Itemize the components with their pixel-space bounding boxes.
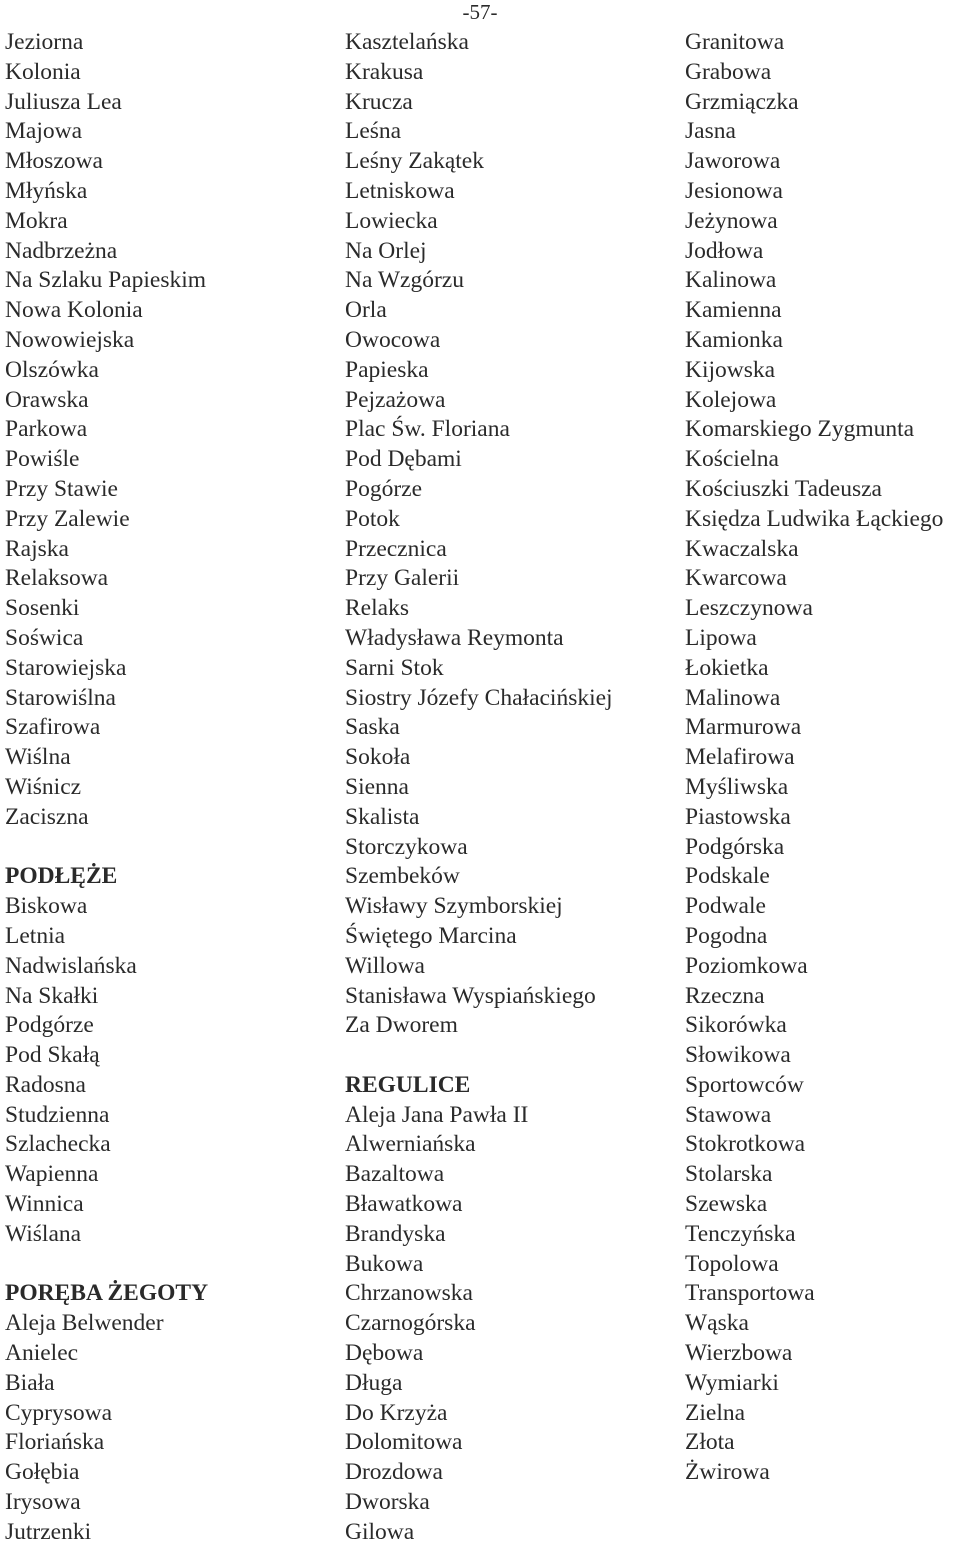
street-name: Na Szlaku Papieskim [5, 267, 207, 294]
street-name: Krakusa [345, 58, 424, 85]
street-name: Biskowa [5, 893, 88, 920]
blank-line [5, 833, 208, 863]
street-name: Storczykowa [345, 833, 468, 860]
street-name: Rajska [5, 535, 69, 562]
street-list-column-1 [5, 28, 208, 1548]
street-name: Podskale [685, 863, 770, 890]
street-name: Owocowa [345, 326, 441, 353]
street-list-column-3 [685, 28, 943, 1488]
street-name: Przy Zalewie [5, 505, 130, 532]
street-name: Pod Dębami [345, 446, 462, 473]
street-name: Papieska [345, 356, 429, 383]
street-name: Szewska [685, 1191, 768, 1218]
street-name: Juliusza Lea [5, 88, 122, 115]
street-name: Na Wzgórzu [345, 267, 464, 294]
locality-heading: PODŁĘŻE [5, 863, 118, 890]
street-name: Bławatkowa [345, 1191, 463, 1218]
street-name: Sosenki [5, 595, 80, 622]
street-name: Kolonia [5, 58, 81, 85]
street-name: Biała [5, 1369, 55, 1396]
street-name: Stanisława Wyspiańskiego [345, 982, 596, 1009]
street-name: Komarskiego Zygmunta [685, 416, 915, 443]
street-name: Granitowa [685, 29, 785, 55]
street-name: Bazaltowa [345, 1161, 445, 1188]
street-name: Wierzbowa [685, 1340, 793, 1367]
street-name: Drozdowa [345, 1459, 443, 1486]
street-name: Leszczynowa [685, 595, 813, 622]
street-name: Starowiślna [5, 684, 116, 711]
street-name: Kościelna [685, 446, 779, 473]
blank-line [5, 1250, 208, 1280]
street-name: Podgórska [685, 833, 785, 860]
street-name: Nadwislańska [5, 952, 137, 979]
street-name: Cyprysowa [5, 1399, 113, 1426]
street-name: Kasztelańska [345, 29, 469, 55]
street-name: Kwaczalska [685, 535, 799, 562]
street-name: Księdza Ludwika Łąckiego [685, 505, 944, 532]
locality-heading: PORĘBA ŻEGOTY [5, 1280, 209, 1307]
street-name: Tenczyńska [685, 1220, 796, 1247]
street-name: Wiślna [5, 744, 71, 771]
street-name: Stolarska [685, 1161, 773, 1188]
street-name: Jeżynowa [685, 207, 778, 234]
street-name: Kolejowa [685, 386, 777, 413]
street-name: Wiśnicz [5, 773, 82, 800]
street-name: Szembeków [345, 863, 460, 890]
street-name: Szlachecka [5, 1131, 111, 1158]
street-name: Relaksowa [5, 565, 109, 592]
street-name: Studzienna [5, 1101, 110, 1128]
street-name: Chrzanowska [345, 1280, 473, 1307]
street-name: Złota [685, 1429, 735, 1456]
street-name: Przecznica [345, 535, 447, 562]
street-name: Anielec [5, 1340, 79, 1367]
street-name: Na Orlej [345, 237, 427, 264]
street-name: Leśny Zakątek [345, 148, 484, 175]
street-name: Jodłowa [685, 237, 764, 264]
street-name: Podgórze [5, 1012, 94, 1039]
street-name: Gołębia [5, 1459, 80, 1486]
street-name: Jeziorna [5, 29, 84, 55]
street-name: Podwale [685, 893, 766, 920]
street-name: Młyńska [5, 177, 88, 204]
street-name: Sarni Stok [345, 654, 444, 681]
street-name: Pod Skałą [5, 1042, 100, 1069]
street-name: Sokoła [345, 744, 411, 771]
street-name: Długa [345, 1369, 403, 1396]
street-name: Żwirowa [685, 1459, 770, 1486]
street-name: Wiślana [5, 1220, 82, 1247]
street-name: Topolowa [685, 1250, 779, 1277]
street-name: Czarnogórska [345, 1310, 476, 1337]
street-name: Leśna [345, 118, 402, 145]
street-name: Krucza [345, 88, 413, 115]
street-name: Zaciszna [5, 803, 89, 830]
street-name: Saska [345, 714, 400, 741]
street-name: Kościuszki Tadeusza [685, 475, 882, 502]
street-name: Nowa Kolonia [5, 297, 143, 324]
street-name: Pogodna [685, 922, 768, 949]
street-name: Za Dworem [345, 1012, 458, 1039]
street-name: Soświca [5, 624, 84, 651]
street-name: Młoszowa [5, 148, 103, 175]
street-name: Kalinowa [685, 267, 777, 294]
street-name: Piastowska [685, 803, 791, 830]
street-name: Na Skałki [5, 982, 99, 1009]
street-name: Myśliwska [685, 773, 789, 800]
street-name: Szafirowa [5, 714, 101, 741]
street-name: Przy Galerii [345, 565, 460, 592]
street-name: Dolomitowa [345, 1429, 463, 1456]
street-name: Dworska [345, 1489, 430, 1516]
street-name: Willowa [345, 952, 425, 979]
street-name: Relaks [345, 595, 409, 622]
street-name: Wąska [685, 1310, 749, 1337]
street-name: Alwerniańska [345, 1131, 476, 1158]
page-number: -57- [462, 0, 498, 24]
street-name: Gilowa [345, 1518, 415, 1545]
street-name: Transportowa [685, 1280, 815, 1307]
street-name: Jasna [685, 118, 736, 145]
street-name: Skalista [345, 803, 420, 830]
street-name: Plac Św. Floriana [345, 416, 510, 443]
street-name: Wapienna [5, 1161, 99, 1188]
street-name: Przy Stawie [5, 475, 118, 502]
street-name: Starowiejska [5, 654, 127, 681]
street-name: Jaworowa [685, 148, 781, 175]
street-name: Nowowiejska [5, 326, 135, 353]
street-name: Melafirowa [685, 744, 795, 771]
street-name: Grzmiączka [685, 88, 799, 115]
street-name: Sikorówka [685, 1012, 787, 1039]
street-name: Olszówka [5, 356, 99, 383]
street-name: Stokrotkowa [685, 1131, 806, 1158]
street-name: Kamionka [685, 326, 783, 353]
street-name: Dębowa [345, 1340, 424, 1367]
street-name: Marmurowa [685, 714, 802, 741]
street-name: Orawska [5, 386, 89, 413]
street-name: Zielna [685, 1399, 746, 1426]
street-name: Wymiarki [685, 1369, 779, 1396]
street-name: Łokietka [685, 654, 769, 681]
street-name: Brandyska [345, 1220, 446, 1247]
street-name: Potok [345, 505, 400, 532]
street-name: Jutrzenki [5, 1518, 92, 1545]
street-list-column-2 [345, 28, 613, 1548]
street-name: Władysława Reymonta [345, 624, 564, 651]
street-name: Świętego Marcina [345, 922, 517, 949]
street-name: Pejzażowa [345, 386, 446, 413]
street-name: Winnica [5, 1191, 84, 1218]
street-name: Letniskowa [345, 177, 455, 204]
street-name: Nadbrzeżna [5, 237, 118, 264]
street-name: Lipowa [685, 624, 757, 651]
street-name: Jesionowa [685, 177, 783, 204]
street-name: Grabowa [685, 58, 772, 85]
street-name: Kamienna [685, 297, 782, 324]
street-name: Mokra [5, 207, 68, 234]
street-name: Irysowa [5, 1489, 81, 1516]
street-name: Radosna [5, 1071, 86, 1098]
street-name: Majowa [5, 118, 83, 145]
street-name: Floriańska [5, 1429, 105, 1456]
street-name: Aleja Jana Pawła II [345, 1101, 529, 1128]
street-name: Powiśle [5, 446, 80, 473]
street-name: Aleja Belwender [5, 1310, 164, 1337]
street-name: Lowiecka [345, 207, 438, 234]
street-name: Orla [345, 297, 387, 324]
street-name: Sportowców [685, 1071, 804, 1098]
street-name: Stawowa [685, 1101, 772, 1128]
street-name: Słowikowa [685, 1042, 791, 1069]
street-name: Kijowska [685, 356, 776, 383]
street-name: Kwarcowa [685, 565, 787, 592]
street-name: Letnia [5, 922, 66, 949]
street-name: Pogórze [345, 475, 423, 502]
blank-line [345, 1041, 613, 1071]
street-name: Do Krzyża [345, 1399, 448, 1426]
street-name: Poziomkowa [685, 952, 808, 979]
street-name: Wisławy Szymborskiej [345, 893, 563, 920]
street-name: Rzeczna [685, 982, 765, 1009]
locality-heading: REGULICE [345, 1071, 471, 1098]
street-name: Siostry Józefy Chałacińskiej [345, 684, 613, 711]
street-name: Sienna [345, 773, 409, 800]
street-name: Malinowa [685, 684, 781, 711]
street-name: Parkowa [5, 416, 88, 443]
street-name: Bukowa [345, 1250, 424, 1277]
